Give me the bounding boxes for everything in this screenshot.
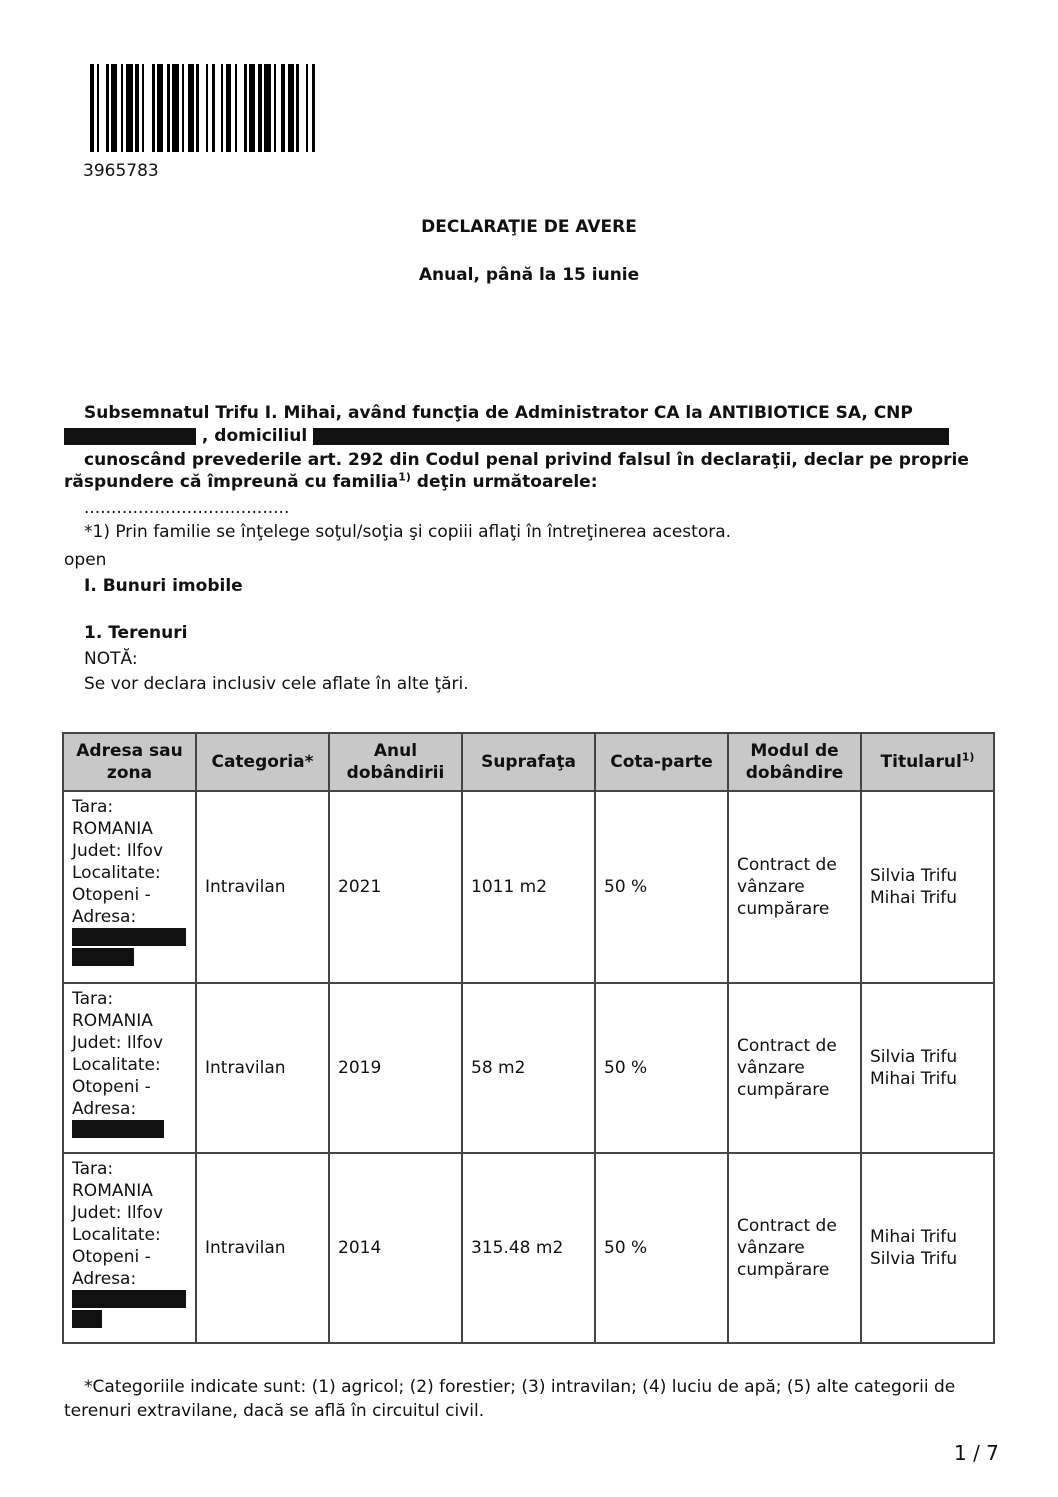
barcode-bar <box>212 64 215 152</box>
cell-share: 50 % <box>595 983 728 1153</box>
address-text: Tara: ROMANIA Judet: Ilfov Localitate: Otopeni - Adresa: <box>72 989 164 1119</box>
barcode-bar <box>296 64 299 152</box>
barcode-bar <box>126 64 133 152</box>
redacted-domicile <box>313 428 949 445</box>
redacted-address <box>72 1310 102 1328</box>
cell-year: 2021 <box>329 791 462 983</box>
barcode-bar <box>274 64 276 152</box>
barcode-bar <box>188 64 194 152</box>
section-subtitle: 1. Terenuri <box>84 623 188 643</box>
intro-line-2 <box>64 425 964 447</box>
document-subtitle: Anual, până la 15 iunie <box>418 265 640 285</box>
cell-share: 50 % <box>595 1153 728 1343</box>
redacted-cnp <box>64 428 196 445</box>
barcode-bar <box>288 64 294 152</box>
barcode-bar <box>172 64 179 152</box>
redacted-address <box>72 1120 164 1138</box>
barcode-bar <box>306 64 308 152</box>
barcode-bar <box>264 64 271 152</box>
note-label: NOTĂ: <box>84 649 138 669</box>
address-text: Tara: ROMANIA Judet: Ilfov Localitate: Otopeni - Adresa: <box>72 1159 164 1289</box>
barcode-bar <box>167 64 170 152</box>
intro-line-4-text: răspundere că împreună cu familia <box>64 472 399 492</box>
footnote-marker: 1) <box>398 470 411 484</box>
header-mode: Modul de dobândire <box>728 733 861 791</box>
barcode-bar <box>312 64 315 152</box>
barcode-bar <box>182 64 184 152</box>
table-row <box>63 1153 994 1343</box>
barcode-bar <box>90 64 94 152</box>
barcode-bar <box>206 64 208 152</box>
redacted-address <box>72 1290 186 1308</box>
cell-surface: 315.48 m2 <box>462 1153 595 1343</box>
barcode-bar <box>249 64 255 152</box>
barcode-bar <box>106 64 109 152</box>
categories-note-line-1: *Categoriile indicate sunt: (1) agricol; (2) forestier; (3) intravilan; (4) luciu de apă; (5) alte categorii de <box>84 1377 956 1397</box>
cell-category: Intravilan <box>196 983 329 1153</box>
document-title: DECLARAŢIE DE AVERE <box>421 217 637 237</box>
barcode <box>90 64 572 152</box>
family-footnote: *1) Prin familie se înţelege soţul/soţia şi copiii aflaţi în întreţinerea acestora. <box>84 522 732 542</box>
barcode-bar <box>196 64 199 152</box>
intro-line-1: Subsemnatul Trifu I. Mihai, având funcţia de Administrator CA la ANTIBIOTICE SA, CNP <box>84 403 913 423</box>
cell-mode: Contract de vânzare cumpărare <box>728 1153 861 1343</box>
header-surface: Suprafaţa <box>462 733 595 791</box>
header-holder-sup: 1) <box>961 750 975 764</box>
barcode-bar <box>235 64 237 152</box>
section-title: I. Bunuri imobile <box>84 576 243 596</box>
note-text: Se vor declara inclusiv cele aflate în alte ţări. <box>84 674 469 694</box>
redacted-address <box>72 928 186 946</box>
domiciliu-label: , domiciliul <box>201 426 308 446</box>
cell-surface: 1011 m2 <box>462 791 595 983</box>
header-holder-text: Titularul <box>880 752 962 772</box>
barcode-bar <box>244 64 247 152</box>
header-category: Categoria* <box>196 733 329 791</box>
header-year: Anul dobândirii <box>329 733 462 791</box>
cell-mode: Contract de vânzare cumpărare <box>728 791 861 983</box>
table-row <box>63 791 994 983</box>
cell-year: 2019 <box>329 983 462 1153</box>
barcode-bar <box>135 64 139 152</box>
barcode-bar <box>111 64 117 152</box>
barcode-bar <box>97 64 99 152</box>
cell-surface: 58 m2 <box>462 983 595 1153</box>
cell-address <box>63 983 196 1153</box>
header-holder <box>861 733 994 791</box>
barcode-number: 3965783 <box>83 161 159 181</box>
barcode-bar <box>142 64 144 152</box>
page-number: 1 / 7 <box>954 1441 999 1465</box>
cell-holder: Mihai Trifu Silvia Trifu <box>861 1153 994 1343</box>
cell-address <box>63 1153 196 1343</box>
open-text: open <box>64 550 107 570</box>
cell-holder: Silvia Trifu Mihai Trifu <box>861 791 994 983</box>
barcode-bar <box>226 64 231 152</box>
barcode-bar <box>152 64 155 152</box>
cell-share: 50 % <box>595 791 728 983</box>
header-share: Cota-parte <box>595 733 728 791</box>
dotted-line: ...................................... <box>84 498 290 518</box>
barcode-bar <box>281 64 285 152</box>
barcode-bar <box>121 64 123 152</box>
cell-address <box>63 791 196 983</box>
intro-line-4-end: deţin următoarele: <box>410 472 598 492</box>
barcode-bar <box>258 64 262 152</box>
categories-note-line-2: terenuri extravilane, dacă se află în circuitul civil. <box>64 1401 485 1421</box>
table-row <box>63 983 994 1153</box>
cell-year: 2014 <box>329 1153 462 1343</box>
barcode-bar <box>221 64 223 152</box>
cell-mode: Contract de vânzare cumpărare <box>728 983 861 1153</box>
barcode-bar <box>157 64 163 152</box>
header-address: Adresa sau zona <box>63 733 196 791</box>
cell-holder: Silvia Trifu Mihai Trifu <box>861 983 994 1153</box>
intro-line-4 <box>64 471 964 493</box>
land-table <box>62 732 995 1344</box>
cell-category: Intravilan <box>196 791 329 983</box>
redacted-address <box>72 948 134 966</box>
table-header-row <box>63 733 994 791</box>
cell-category: Intravilan <box>196 1153 329 1343</box>
intro-line-3: cunoscând prevederile art. 292 din Codul penal privind falsul în declaraţii, declar pe proprie <box>84 450 969 470</box>
address-text: Tara: ROMANIA Judet: Ilfov Localitate: Otopeni - Adresa: <box>72 797 164 927</box>
